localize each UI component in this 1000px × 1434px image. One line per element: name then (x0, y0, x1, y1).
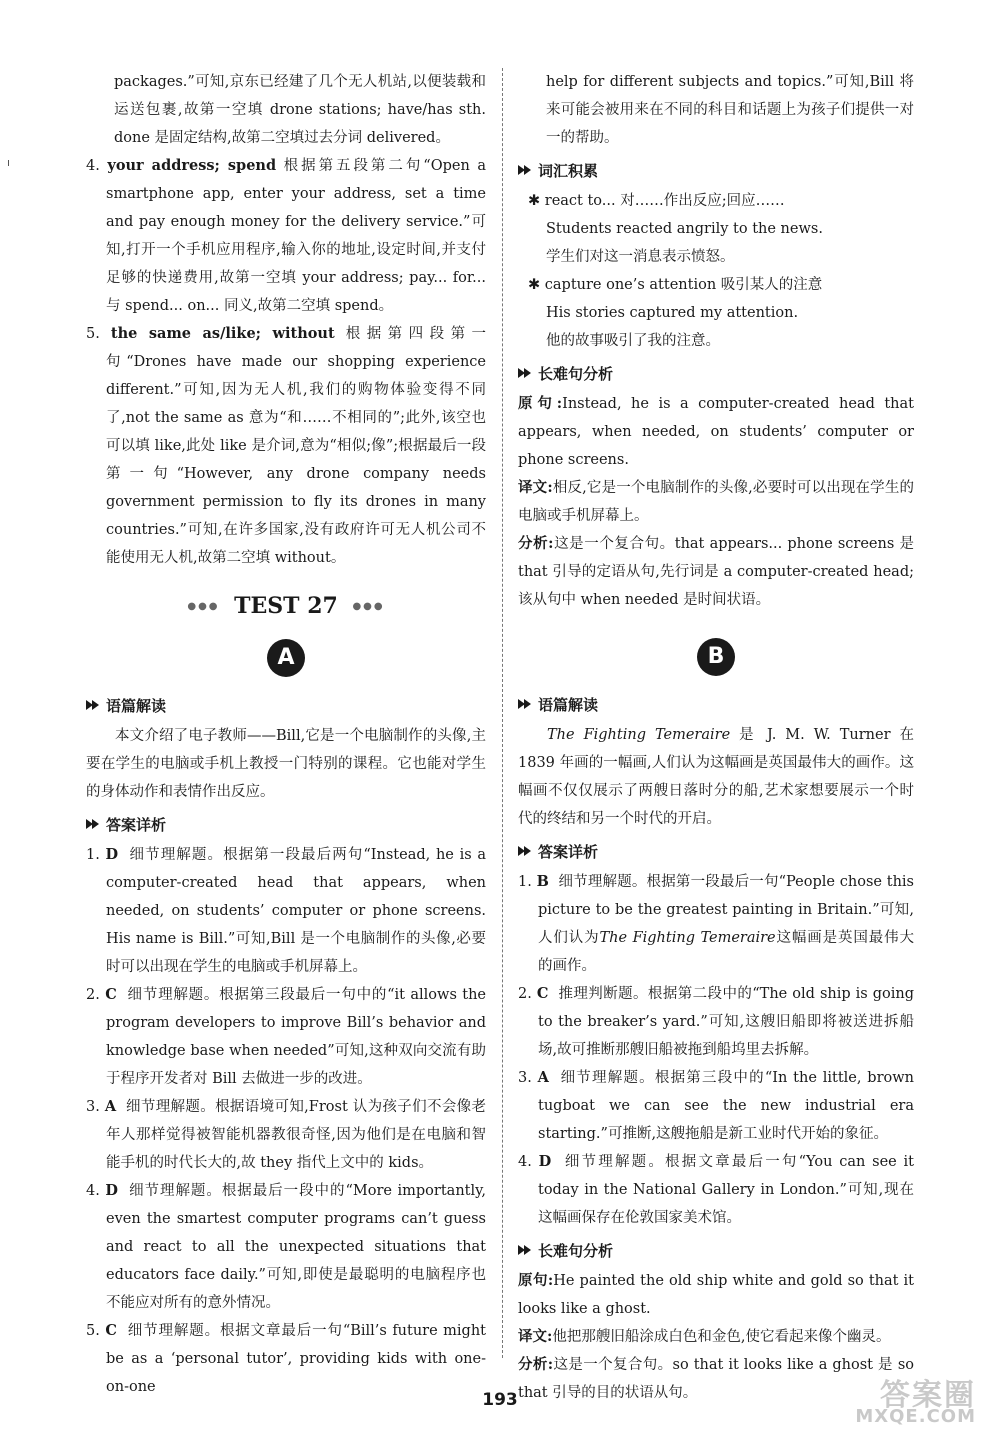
analysis-1: 分析:这是一个复合句。that appears... phone screens 是 that 引导的定语从句,先行词是 a computer-created head;该从句中 when needed 是时间状语。 (518, 535, 914, 608)
section-heading-reading-b: 语篇解读 (518, 692, 914, 718)
part-b-badge: B (697, 638, 735, 676)
item-number: 5. (86, 326, 100, 342)
original-sentence-1: 原句:Instead, he is a computer-created head that appears, when needed, on students’ computer or phone screens. (518, 395, 914, 468)
reading-summary-b: The Fighting Temeraire 是 J. M. W. Turner 在 1839 年画的一幅画,人们认为这幅画是英国最伟大的画作。这幅画不仅仅展示了两艘日落时分的船,艺术家想要展示一个时代的终结和另一个时代的开启。 (518, 727, 914, 827)
watermark-url: MXQE.COM (855, 1406, 976, 1427)
translation-2: 译文:他把那艘旧船涂成白色和金色,使它看起来像个幽灵。 (518, 1328, 891, 1345)
answer-b-2: 2. C 推理判断题。根据第二段中的“The old ship is going to the breaker’s yard.”可知,这艘旧船即将被送进拆船场,故可推断那艘旧船被拖到船坞里去拆解。 (518, 985, 915, 1058)
answer-b-3: 3. A 细节理解题。根据第三段中的“In the little, brown tugboat we can see the new industrial era starting.”可推断,这艘拖船是新工业时代开始的象征。 (518, 1069, 915, 1142)
column-divider (502, 68, 503, 1358)
section-marker-icon (518, 368, 532, 378)
section-heading-answers: 答案详析 (86, 812, 486, 838)
part-b-header (518, 638, 914, 686)
answer-b-4: 4. D 细节理解题。根据文章最后一句“You can see it today in the National Gallery in London.”可知,现在这幅画保存在伦敦国家美术馆。 (518, 1153, 915, 1226)
part-a-header (86, 639, 486, 687)
asterisk-icon: ✱ (528, 193, 545, 209)
decor-dots-right-icon: ●●● (352, 601, 385, 612)
part-a-badge: A (267, 639, 305, 677)
section-marker-icon (86, 819, 100, 829)
section-marker-icon (518, 846, 532, 856)
continued-answer-3: packages.”可知,京东已经建了几个无人机站,以便装载和运送包裹,故第一空填 drone stations; have/has sth. done 是固定结构,故第二空填过去分词 delivered。 (114, 74, 486, 146)
margin-mark (8, 160, 9, 166)
reading-summary: 本文介绍了电子教师——Bill,它是一个电脑制作的头像,主要在学生的电脑或手机上教授一门特别的课程。它也能对学生的身体动作和表情作出反应。 (86, 728, 486, 800)
section-heading-long-sentence: 长难句分析 (518, 361, 914, 387)
item-number: 4. (86, 158, 100, 174)
item-explanation: 根据第五段第二句“Open a smartphone app, enter your address, set a time and pay enough money for the delivery service.”可知,打开一个手机应用程序,输入你的地址,设定时间,并支付足够的快递费用,故第一空填 your address; pay... for... 与 spend... on... 同义,故第二空填 spend。 (106, 158, 486, 314)
answer-item-5 (86, 320, 486, 572)
answer-item-4 (86, 152, 486, 320)
vocab-example-zh-1: 学生们对这一消息表示愤怒。 (546, 249, 735, 265)
item-answer: your address; spend (107, 157, 277, 174)
section-heading-long-sentence-b: 长难句分析 (518, 1238, 914, 1264)
answer-a-3: 3. A 细节理解题。根据语境可知,Frost 认为孩子们不会像老年人那样觉得被智能机器教很奇怪,因为他们是在电脑和智能手机的时代长大的,故 they 指代上文中的 kids。 (86, 1098, 487, 1171)
vocab-example-en-2: His stories captured my attention. (546, 305, 799, 321)
watermark-logo (786, 1372, 986, 1430)
original-sentence-2: 原句:He painted the old ship white and gold so that it looks like a ghost. (518, 1272, 914, 1317)
watermark-text: 答案圈 (880, 1378, 976, 1413)
item-answer: the same as/like; without (110, 325, 335, 342)
vocab-example-zh-2: 他的故事吸引了我的注意。 (546, 333, 720, 349)
right-column (518, 68, 914, 1407)
answer-b-1: 1. B 细节理解题。根据第一段最后一句“People chose this picture to be the greatest painting in Britain.”可知,人们认为The Fighting Temeraire这幅画是英国最伟大的画作。 (518, 873, 915, 974)
answer-a-1: 1. D 细节理解题。根据第一段最后两句“Instead, he is a computer-created head that appears, when needed, on students’ computer or phone screens. His name is Bill.”可知,Bill 是一个电脑制作的头像,必要时可以出现在学生的电脑或手机屏幕上。 (86, 846, 486, 975)
section-marker-icon (518, 165, 532, 175)
test-title: TEST 27 (234, 593, 338, 619)
answer-a-5: 5. C 细节理解题。根据文章最后一句“Bill’s future might be as a ‘personal tutor’, providing kids with one-on-one (86, 1322, 486, 1395)
section-marker-icon (86, 700, 100, 710)
section-marker-icon (518, 1245, 532, 1255)
section-heading-answers-b: 答案详析 (518, 839, 914, 865)
left-column (86, 68, 486, 1401)
section-heading-vocab: 词汇积累 (518, 158, 914, 184)
decor-dots-left-icon: ●●● (187, 601, 220, 612)
section-heading-reading: 语篇解读 (86, 693, 486, 719)
vocab-phrase-1: ✱ react to... 对……作出反应;回应…… (528, 193, 785, 209)
section-marker-icon (518, 699, 532, 709)
continued-answer-5: help for different subjects and topics.”可知,Bill 将来可能会被用来在不同的科目和话题上为孩子们提供一对一的帮助。 (546, 74, 914, 146)
asterisk-icon: ✱ (528, 277, 545, 293)
page-number: 193 (482, 1390, 518, 1410)
translation-1: 译文:相反,它是一个电脑制作的头像,必要时可以出现在学生的电脑或手机屏幕上。 (518, 479, 914, 524)
answer-a-2: 2. C 细节理解题。根据第三段最后一句中的“it allows the program developers to improve Bill’s behavior and knowledge base when needed”可知,这种双向交流有助于程序开发者对 Bill 去做进一步的改进。 (86, 986, 487, 1087)
answer-a-4: 4. D 细节理解题。根据最后一段中的“More importantly, even the smartest computer programs can’t guess and react to all the unexpected situations that educators face daily.”可知,即使是最聪明的电脑程序也不能应对所有的意外情况。 (86, 1182, 486, 1311)
test-heading (86, 586, 486, 629)
vocab-example-en-1: Students reacted angrily to the news. (546, 221, 823, 237)
item-explanation: 根据第四段第一句“Drones have made our shopping experience different.”可知,因为无人机,我们的购物体验变得不同了,not the same as 意为“和……不相同的”;此外,该空也可以填 like,此处 like 是介词,意为“相似;像”;根据最后一段第一句“However, any drone company needs government permission to fly its drones in many countries.”可知,在许多国家,没有政府许可无人机公司不能使用无人机,故第二空填 without。 (106, 326, 487, 566)
vocab-phrase-2: ✱ capture one’s attention 吸引某人的注意 (528, 277, 823, 293)
analysis-2: 分析:这是一个复合句。so that it looks like a ghost 是 so that 引导的目的状语从句。 (518, 1356, 915, 1401)
